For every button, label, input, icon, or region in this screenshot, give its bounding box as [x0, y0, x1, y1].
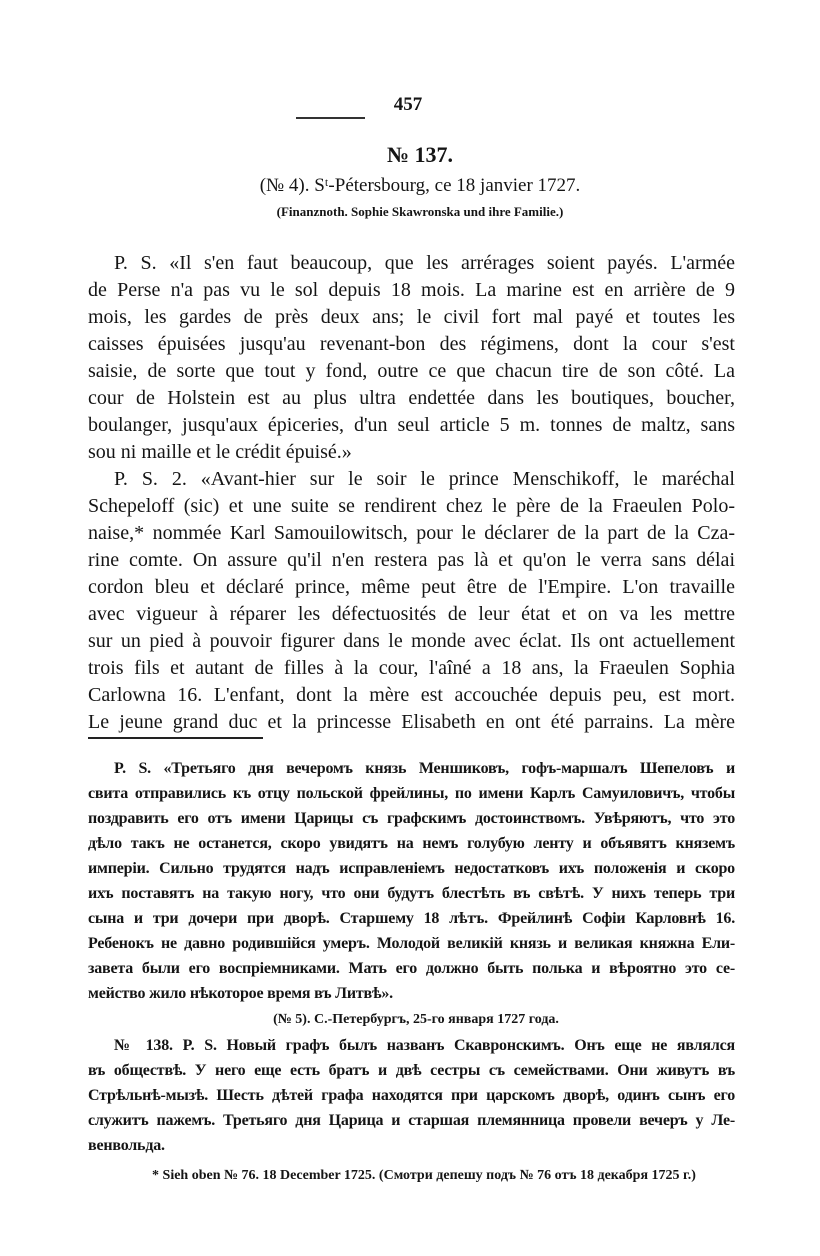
text-line: Carlowna 16. L'enfant, dont la mère est accouchée depuis peu, est mort.: [88, 684, 735, 706]
subject-line: (Finanznoth. Sophie Skawronska und ihre Familie.): [276, 204, 564, 219]
doc138-line: въ обществѣ. У него еще есть братъ и двѣ сестры съ семействами. Они живутъ въ: [88, 1062, 735, 1079]
text-line: de Perse n'a pas vu le sol depuis 18 mois. La marine est en arrière de 9: [88, 279, 735, 301]
page-number-rule: [296, 117, 365, 119]
translation-line: имперіи. Сильно трудятся надъ исправленіемъ недостатковъ ихъ положенія и скоро: [88, 860, 735, 877]
page-number: 457: [393, 94, 423, 115]
document-number: № 137.: [386, 142, 454, 167]
doc138-line: № 138. P. S. Новый графъ былъ названъ Скавронскимъ. Онъ еще не являлся: [114, 1037, 735, 1054]
translation-line: мейство жило нѣкоторое время въ Литвѣ».: [88, 985, 393, 1002]
translation-line: завета были его воспріемниками. Мать его должно быть полька и вѣроятно это се-: [88, 960, 735, 977]
text-line: sou ni maille et le crédit épuisé.»: [88, 441, 352, 463]
translation-line: свита отправились къ отцу польской фрейлины, по имени Карлъ Самуиловичъ, чтобы: [88, 785, 735, 802]
translation-line: ихъ поставятъ на такую ногу, что они будутъ блестѣть въ свѣтѣ. У нихъ теперь три: [88, 885, 735, 902]
text-line: saisie, de sorte que tout y fond, outre ce que chacun tire de son côté. La: [88, 360, 735, 382]
place-date-heading: (№ 4). Sᵗ-Pétersbourg, ce 18 janvier 1727.: [259, 175, 581, 196]
text-line: rine comte. On assure qu'il n'en restera pas là et qu'on le verra sans délai: [88, 549, 735, 571]
russian-place-date: (№ 5). С.-Петербургъ, 25-го января 1727 года.: [273, 1012, 559, 1027]
translation-line: поздравить его отъ имени Царицы съ графскимъ достоинствомъ. Увѣряютъ, что это: [88, 810, 735, 827]
text-line: mois, les gardes de près deux ans; le civil fort mal payé et toutes les: [88, 306, 735, 328]
translation-line: сына и три дочери при дворѣ. Старшему 18 лѣтъ. Фрейлинѣ Софіи Карловнѣ 16.: [88, 910, 735, 927]
translation-line: дѣло такъ не останется, скоро увидятъ на немъ голубую ленту и объявятъ княземъ: [88, 835, 735, 852]
text-line: boulanger, jusqu'aux épiceries, d'un seul article 5 m. tonnes de maltz, sans: [88, 414, 735, 436]
translation-line: P. S. «Третьяго дня вечеромъ князь Меншиковъ, гофъ-маршалъ Шепеловъ и: [114, 760, 735, 777]
text-line: cour de Holstein est au plus ultra endettée dans les boutiques, boucher,: [88, 387, 735, 409]
text-line: Schepeloff (sic) et une suite se rendirent chez le père de la Fraeulen Polo-: [88, 495, 735, 517]
text-line: P. S. «Il s'en faut beaucoup, que les arrérages soient payés. L'armée: [114, 252, 735, 274]
footnote-divider: [88, 737, 263, 739]
translation-line: Ребенокъ не давно родившійся умеръ. Молодой великій князь и великая княжна Ели-: [88, 935, 735, 952]
doc138-line: служитъ пажемъ. Третьяго дня Царица и старшая племянница провели вечеръ у Ле-: [88, 1112, 735, 1129]
text-line: caisses épuisées jusqu'au revenant-bon des régimens, dont la cour s'est: [88, 333, 735, 355]
doc138-line: венвольда.: [88, 1137, 165, 1154]
text-line: naise,* nommée Karl Samouilowitsch, pour le déclarer de la part de la Cza-: [88, 522, 735, 544]
doc138-line: Стрѣльнѣ-мызѣ. Шесть дѣтей графа находятся при царскомъ дворѣ, одинъ сынъ его: [88, 1087, 735, 1104]
text-line: sur un pied à pouvoir figurer dans le monde avec éclat. Ils ont actuellement: [88, 630, 735, 652]
footnote: * Sieh oben № 76. 18 December 1725. (Смотри депешу подъ № 76 отъ 18 декабря 1725 г.): [152, 1168, 696, 1183]
text-line: avec vigueur à réparer les défectuosités de leur état et on va les mettre: [88, 603, 735, 625]
text-line: P. S. 2. «Avant-hier sur le soir le prince Menschikoff, le maréchal: [114, 468, 735, 490]
text-line: trois fils et autant de filles à la cour, l'aîné a 18 ans, la Fraeulen Sophia: [88, 657, 735, 679]
text-line: cordon bleu et déclaré prince, même peut être de l'Empire. L'on travaille: [88, 576, 735, 598]
text-line: Le jeune grand duc et la princesse Elisabeth en ont été parrains. La mère: [88, 711, 735, 733]
